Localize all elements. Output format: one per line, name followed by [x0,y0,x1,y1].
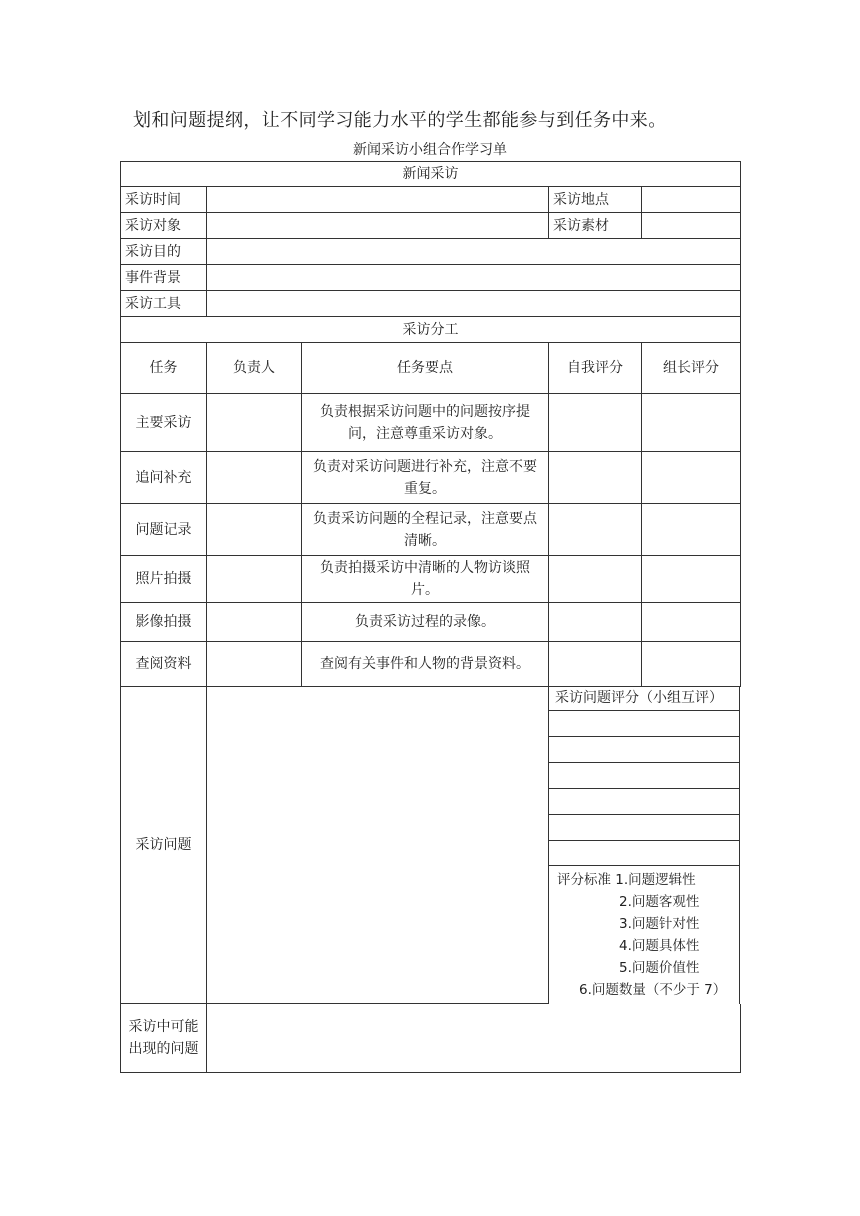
value-interview-tools[interactable] [207,291,741,317]
section-title-interview: 新闻采访 [121,162,741,187]
peer-review-row[interactable] [549,815,739,841]
task-self-score-cell[interactable] [549,452,642,504]
task-name: 查阅资料 [121,642,207,687]
peer-review-row[interactable] [549,711,739,737]
task-name: 影像拍摄 [121,603,207,642]
task-owner-cell[interactable] [207,556,302,603]
criteria-line-1 [557,869,735,891]
task-leader-score-cell[interactable] [642,642,741,687]
task-note: 负责对采访问题进行补充，注意不要重复。 [302,452,549,504]
label-event-background: 事件背景 [121,265,207,291]
task-row [121,556,741,603]
value-interview-material[interactable] [642,213,741,239]
possible-issues-table [120,1004,741,1073]
task-name: 问题记录 [121,504,207,556]
task-note: 负责采访过程的录像。 [302,603,549,642]
label-interview-tools: 采访工具 [121,291,207,317]
task-name: 追问补充 [121,452,207,504]
criteria-label: 评分标准 [557,872,611,888]
task-note: 查阅有关事件和人物的背景资料。 [302,642,549,687]
peer-review-row[interactable] [549,763,739,789]
task-row [121,394,741,452]
task-self-score-cell[interactable] [549,504,642,556]
task-owner-cell[interactable] [207,452,302,504]
peer-review-row[interactable] [549,841,739,866]
header-owner: 负责人 [207,343,302,394]
peer-review-box [548,687,740,1004]
task-self-score-cell[interactable] [549,603,642,642]
intro-paragraph: 划和问题提纲，让不同学习能力水平的学生都能参与到任务中来。 [133,110,667,131]
task-note: 负责根据采访问题中的问题按序提问，注意尊重采访对象。 [302,394,549,452]
header-key-points: 任务要点 [302,343,549,394]
task-note: 负责采访问题的全程记录，注意要点清晰。 [302,504,549,556]
task-name: 主要采访 [121,394,207,452]
table-caption: 新闻采访小组合作学习单 [353,142,507,158]
task-leader-score-cell[interactable] [642,452,741,504]
task-row [121,452,741,504]
label-interview-time: 采访时间 [121,187,207,213]
criteria-item: 5.问题价值性 [619,960,700,976]
header-task: 任务 [121,343,207,394]
peer-review-title: 采访问题评分（小组互评） [549,687,739,711]
task-row [121,642,741,687]
section-title-division: 采访分工 [121,317,741,343]
task-leader-score-cell[interactable] [642,504,741,556]
task-row [121,603,741,642]
criteria-item: 2.问题客观性 [619,894,700,910]
label-interview-material: 采访素材 [549,213,642,239]
task-name: 照片拍摄 [121,556,207,603]
scoring-criteria [549,866,739,1003]
task-leader-score-cell[interactable] [642,556,741,603]
value-interview-place[interactable] [642,187,741,213]
label-interview-purpose: 采访目的 [121,239,207,265]
task-row [121,504,741,556]
label-interview-target: 采访对象 [121,213,207,239]
value-interview-target[interactable] [207,213,549,239]
peer-review-row[interactable] [549,789,739,815]
task-leader-score-cell[interactable] [642,394,741,452]
task-self-score-cell[interactable] [549,556,642,603]
task-owner-cell[interactable] [207,603,302,642]
value-interview-purpose[interactable] [207,239,741,265]
criteria-item: 1.问题逻辑性 [615,872,696,888]
criteria-item: 6.问题数量（不少于 7） [579,982,727,998]
value-interview-time[interactable] [207,187,549,213]
task-self-score-cell[interactable] [549,642,642,687]
task-leader-score-cell[interactable] [642,603,741,642]
criteria-item: 4.问题具体性 [619,938,700,954]
header-leader-score: 组长评分 [642,343,741,394]
task-owner-cell[interactable] [207,642,302,687]
task-note: 负责拍摄采访中清晰的人物访谈照片。 [302,556,549,603]
value-event-background[interactable] [207,265,741,291]
task-owner-cell[interactable] [207,504,302,556]
possible-issues-label: 采访中可能出现的问题 [121,1004,207,1072]
label-interview-place: 采访地点 [549,187,642,213]
peer-review-row[interactable] [549,737,739,763]
header-self-score: 自我评分 [549,343,642,394]
possible-issues-area[interactable] [207,1004,741,1072]
criteria-item: 3.问题针对性 [619,916,700,932]
questions-label: 采访问题 [121,687,207,1004]
task-self-score-cell[interactable] [549,394,642,452]
task-owner-cell[interactable] [207,394,302,452]
